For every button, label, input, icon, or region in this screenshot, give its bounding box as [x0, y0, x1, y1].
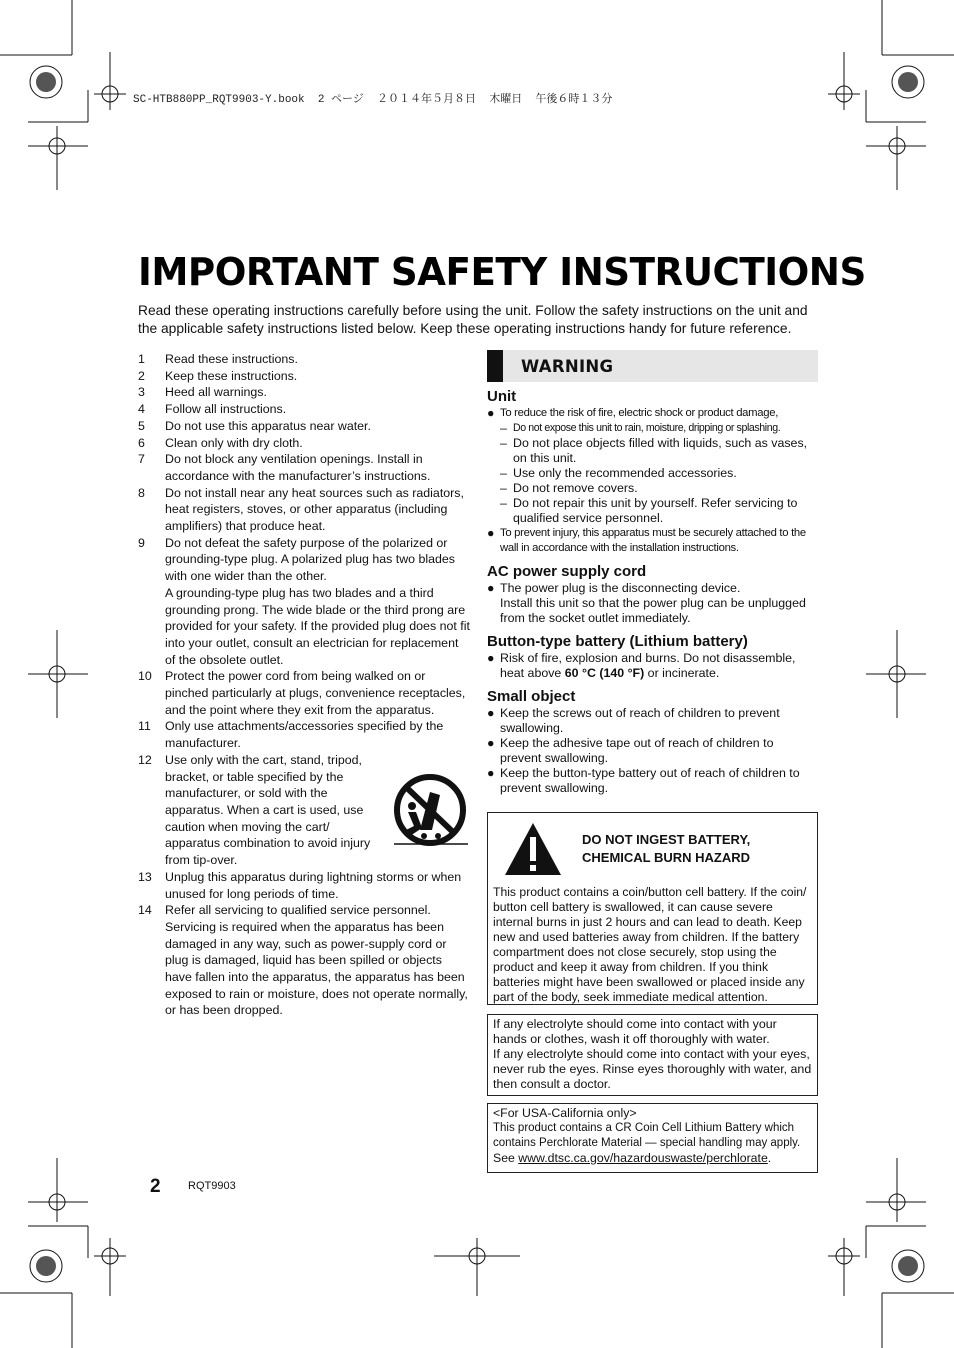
list-item: 13 Unplug this apparatus during lightning storms or when unused for long periods of time. — [138, 869, 462, 901]
cart-tip-over-warning-icon — [386, 770, 470, 854]
list-item: 8 Do not install near any heat sources such as radiators, heat registers, stoves, or other apparatus (including amplifiers) that produce heat. — [138, 485, 464, 534]
list-item: ● Keep the screws out of reach of children to prevent swallowing. — [487, 706, 780, 735]
list-item: 6 Clean only with dry cloth. — [138, 435, 303, 450]
warning-header — [487, 350, 818, 382]
list-item: 10 Protect the power cord from being walked on or pinched particularly at plugs, convenience receptacles, and the point where they exit from the apparatus. — [138, 669, 466, 717]
list-item: 2 Keep these instructions. — [138, 368, 298, 383]
list-item: 12 Use only with the cart, stand, tripod, bracket, or table specified by the manufacturer, or sold with the apparatus. When a cart is used, use caution when moving the cart/ apparatus combination to avoid injury from tip-over. — [138, 752, 371, 868]
warning-section — [487, 350, 818, 796]
list-item: ● Keep the button-type battery out of reach of children to prevent swallowing. — [487, 766, 800, 795]
list-item: 3 Heed all warnings. — [138, 385, 267, 400]
book-header-stamp: SC-HTB880PP_RQT9903-Y.book 2 ページ ２０１４年５月８日 木曜日 午後６時１３分 — [133, 94, 613, 106]
list-item: 14 Refer all servicing to qualified service personnel. Servicing is required when the apparatus has been damaged in any way, such as power-supply cord or plug is damaged, liquid has been spilled or objects have fallen into the apparatus, the apparatus has been exposed to rain or moisture, does not operate normally, or has been dropped. — [138, 903, 468, 1018]
battery-heading: Button-type battery (Lithium battery) — [487, 633, 748, 650]
list-item: ● To reduce the risk of fire, electric shock or product damage, — [487, 406, 779, 420]
document-code: RQT9903 — [188, 1180, 236, 1192]
california-box: <For USA-California only> This product contains a CR Coin Cell Lithium Battery which contains Perchlorate Material — special handling may apply. See www.dtsc.ca.gov/hazardouswaste/perchlorate. — [487, 1103, 818, 1173]
list-item: – Do not place objects filled with liquids, such as vases, on this unit. — [500, 436, 808, 465]
list-item: 1 Read these instructions. — [138, 352, 298, 366]
instruction-list — [138, 351, 470, 1019]
unit-list-2 — [487, 526, 818, 556]
ac-power-list — [487, 581, 818, 626]
list-item: – Do not repair this unit by yourself. Refer servicing to qualified service personnel. — [500, 496, 798, 525]
warning-label: WARNING — [521, 356, 614, 376]
small-object-list — [487, 706, 818, 796]
unit-list — [487, 406, 818, 421]
page-title: IMPORTANT SAFETY INSTRUCTIONS — [138, 250, 866, 294]
perchlorate-link[interactable]: www.dtsc.ca.gov/hazardouswaste/perchlorate — [518, 1151, 768, 1165]
list-item: 9 Do not defeat the safety purpose of the polarized or grounding-type plug. A polarized plug has two blades with one wider than the other. A grounding-type plug has two blades and a third grounding prong. The wide blade or the third prong are provided for your safety. If the provided plug does not fit into your outlet, consult an electrician for replacement of the obsolete outlet. — [138, 535, 470, 667]
hazard-title-line2: CHEMICAL BURN HAZARD — [582, 850, 751, 865]
list-item: 7 Do not block any ventilation openings. Install in accordance with the manufacturer’s instructions. — [138, 452, 431, 483]
ac-power-heading: AC power supply cord — [487, 563, 647, 580]
unit-dash-list — [500, 421, 818, 526]
small-object-heading: Small object — [487, 688, 576, 705]
electrolyte-box: If any electrolyte should come into contact with your hands or clothes, wash it off thoroughly with water. If any electrolyte should come into contact with your eyes, never rub the eyes. Rinse eyes thoroughly with water, and then consult a doctor. — [487, 1014, 818, 1096]
hazard-title-line1: DO NOT INGEST BATTERY, — [582, 832, 751, 847]
list-item: ● The power plug is the disconnecting device. Install this unit so that the power plug can be unplugged from the socket outlet immediately. — [487, 581, 806, 625]
hazard-body: This product contains a coin/button cell battery. If the coin/ button cell battery is swallowed, it can cause severe internal burns in just 2 hours and can lead to death. Keep new and used batteries away from children. If the battery compartment does not close securely, stop using the product and keep it away from children. If you think batteries might have been swallowed or placed inside any part of the body, seek immediate medical attention. — [493, 885, 807, 1004]
list-item: ● Keep the adhesive tape out of reach of children to prevent swallowing. — [487, 736, 774, 765]
battery-list — [487, 651, 818, 681]
list-item: ● Risk of fire, explosion and burns. Do not disassemble, heat above 60 °C (140 °F) or incinerate. — [487, 651, 796, 680]
list-item: ● To prevent injury, this apparatus must be securely attached to the wall in accordance with the installation instructions. — [487, 526, 806, 554]
intro-paragraph: Read these operating instructions carefully before using the unit. Follow the safety instructions on the unit and the applicable safety instructions listed below. Keep these operating instructions handy for future reference. — [138, 303, 808, 336]
list-item: 5 Do not use this apparatus near water. — [138, 418, 371, 433]
unit-heading: Unit — [487, 388, 517, 405]
page-number: 2 — [150, 1176, 161, 1197]
warning-triangle-icon — [503, 821, 563, 877]
list-item: – Do not remove covers. — [500, 481, 638, 495]
list-item: – Do not expose this unit to rain, moisture, dripping or splashing. — [500, 421, 781, 435]
list-item: 4 Follow all instructions. — [138, 402, 287, 417]
list-item: 11 Only use attachments/accessories specified by the manufacturer. — [138, 719, 444, 751]
battery-hazard-box — [487, 812, 818, 1005]
list-item: – Use only the recommended accessories. — [500, 466, 737, 480]
